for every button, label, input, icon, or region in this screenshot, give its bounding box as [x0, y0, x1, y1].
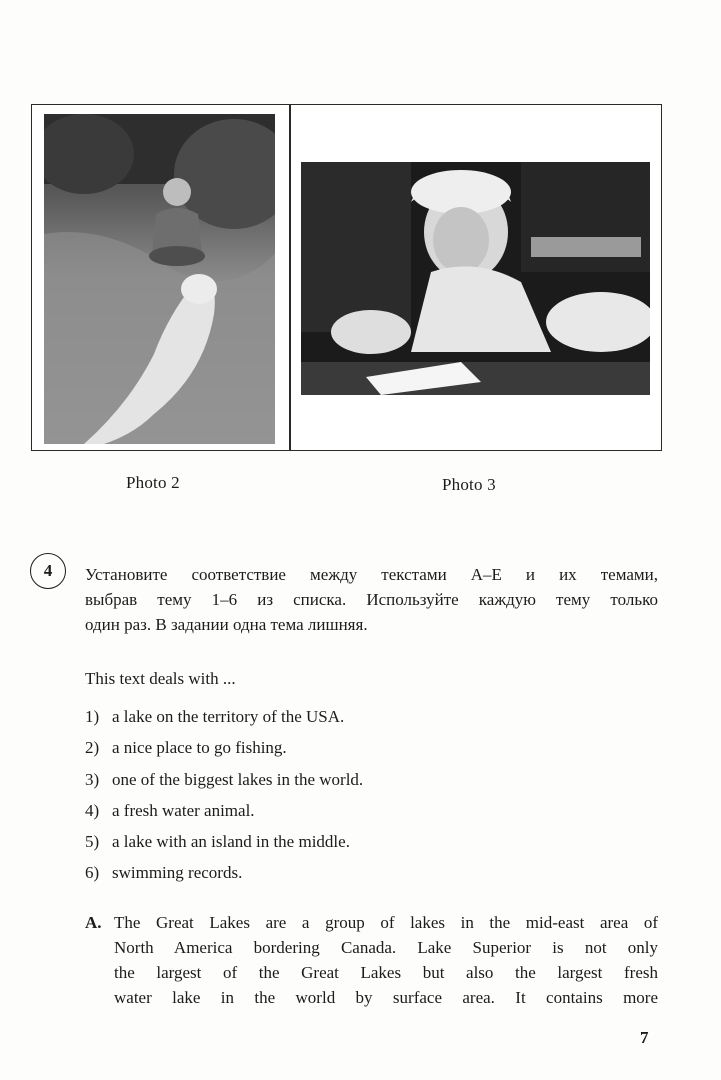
topic-text: a nice place to go fishing. [112, 738, 287, 758]
photo-2-image [44, 114, 275, 444]
topic-text: a lake on the territory of the USA. [112, 707, 345, 726]
task-number-badge: 4 [30, 553, 66, 589]
topic-number: 2) [85, 738, 100, 758]
page-number: 7 [640, 1028, 649, 1047]
photo-frame [31, 104, 662, 451]
topic-number: 5) [85, 832, 100, 852]
instruction-line: один раз. В задании одна тема лишняя. [85, 615, 368, 634]
topic-text: swimming records. [112, 863, 243, 883]
text-a-line: the largest of the Great Lakes but also the largest fresh [114, 963, 658, 982]
task-instruction [85, 562, 658, 637]
topic-item [85, 863, 363, 894]
topic-item [85, 770, 363, 801]
topic-list [85, 707, 363, 895]
topic-text: one of the biggest lakes in the world. [112, 769, 364, 789]
topic-item [85, 832, 363, 863]
photo-3-caption: Photo 3 [442, 475, 496, 494]
text-a-line: North America bordering Canada. Lake Superior is not only [114, 938, 658, 957]
topic-number: 6) [85, 863, 100, 883]
text-a-line: water lake in the world by surface area. It contains more [114, 988, 658, 1007]
topic-number: 4) [85, 800, 100, 820]
instruction-line: выбрав тему 1–6 из списка. Используйте каждую тему только [85, 590, 658, 609]
text-a-line: The Great Lakes are a group of lakes in the mid-east area of [114, 913, 658, 932]
topic-item [85, 738, 363, 769]
topic-item [85, 801, 363, 832]
task-lead: This text deals with ... [85, 669, 236, 688]
photo-3-image [301, 162, 650, 395]
frame-divider [289, 105, 291, 450]
text-a-paragraph [85, 910, 658, 1010]
instruction-line: Установите соответствие между текстами A–E и их темами, [85, 565, 658, 584]
text-a-label: A. [85, 913, 102, 932]
topic-number: 3) [85, 769, 100, 789]
topic-item [85, 707, 363, 738]
topic-number: 1) [85, 707, 100, 726]
topic-text: a fresh water animal. [112, 800, 255, 820]
photo-2-caption: Photo 2 [126, 473, 180, 492]
topic-text: a lake with an island in the middle. [112, 832, 350, 852]
